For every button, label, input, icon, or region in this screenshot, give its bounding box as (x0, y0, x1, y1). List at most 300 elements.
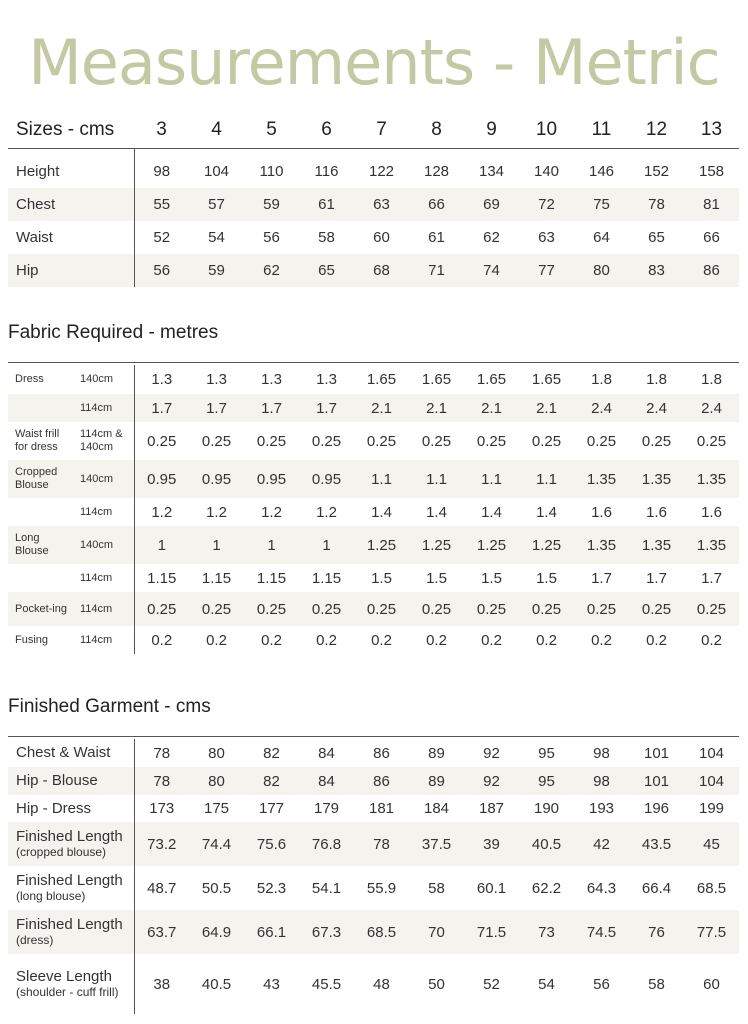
value-cell: 64.3 (586, 879, 617, 897)
value-cell: 0.25 (531, 432, 562, 450)
table-row (8, 394, 739, 422)
row-label: Height (8, 148, 134, 188)
row-label-sub: (shoulder - cuff frill) (16, 985, 119, 999)
value-cell: 0.25 (476, 432, 507, 450)
value-cell: 78 (153, 744, 171, 762)
value-cell: 65 (299, 254, 354, 287)
fabric-width: 140cm (72, 526, 134, 564)
value-cell: 78 (629, 188, 684, 221)
value-cell: 1.7 (244, 394, 299, 422)
value-cell: 0.95 (134, 460, 189, 498)
row-label-sub: (dress) (16, 933, 54, 947)
value-cell: 196 (643, 800, 670, 817)
value-cell: 0.2 (536, 631, 557, 649)
value-cell: 80 (189, 767, 244, 795)
value-cell: 61 (428, 229, 445, 246)
value-cell: 74.5 (574, 910, 629, 954)
value-cell: 1.15 (201, 569, 232, 587)
value-cell: 181 (368, 800, 395, 817)
value-cell: 59 (244, 188, 299, 221)
value-cell: 1.7 (591, 569, 612, 587)
value-cell: 77 (519, 254, 574, 287)
value-cell: 43 (263, 975, 280, 993)
value-cell: 2.4 (684, 394, 739, 422)
value-cell: 0.25 (366, 432, 397, 450)
value-cell: 40.5 (519, 822, 574, 866)
value-cell: 1 (134, 526, 189, 564)
fabric-width: 114cm (72, 498, 134, 526)
value-cell: 48.7 (147, 879, 177, 897)
value-cell: 128 (423, 162, 450, 180)
row-label (8, 795, 134, 822)
value-cell: 0.25 (519, 592, 574, 626)
row-label (8, 767, 134, 795)
value-cell: 52 (153, 229, 171, 246)
value-cell: 1.7 (646, 569, 667, 587)
value-cell: 77.5 (684, 910, 739, 954)
value-cell: 66 (409, 188, 464, 221)
size-header: 7 (354, 112, 409, 148)
value-cell: 0.25 (586, 432, 617, 450)
value-cell: 1.3 (261, 371, 282, 388)
value-cell: 1.35 (629, 526, 684, 564)
value-cell: 0.2 (371, 631, 392, 649)
value-cell: 71 (409, 254, 464, 287)
value-cell: 1.65 (366, 371, 397, 388)
size-header: 10 (519, 112, 574, 148)
value-cell: 82 (244, 767, 299, 795)
value-cell: 98 (153, 162, 171, 180)
value-cell: 1.15 (256, 569, 287, 587)
value-cell: 104 (684, 767, 739, 795)
size-header: 6 (299, 112, 354, 148)
value-cell: 1.25 (464, 526, 519, 564)
row-label-main: Finished Length (16, 828, 123, 845)
value-cell: 1.35 (574, 460, 629, 498)
value-cell: 0.25 (641, 432, 672, 450)
table-row (8, 365, 739, 394)
size-header: 9 (464, 112, 519, 148)
size-header: 5 (244, 112, 299, 148)
table-row (8, 866, 739, 910)
value-cell: 58 (648, 975, 665, 993)
fabric-item: Waist frill for dress (15, 428, 60, 453)
value-cell: 1.6 (646, 503, 667, 521)
value-cell: 72 (519, 188, 574, 221)
value-cell: 1.6 (591, 503, 612, 521)
row-label-main: Finished Length (16, 916, 123, 933)
row-label-main: Chest & Waist (16, 744, 111, 761)
value-cell: 0.95 (244, 460, 299, 498)
fabric-width: 114cm (72, 394, 134, 422)
table-row (8, 626, 739, 654)
row-label-main: Sleeve Length (16, 968, 112, 985)
value-cell: 76 (629, 910, 684, 954)
value-cell: 75.6 (244, 822, 299, 866)
value-cell: 0.25 (696, 432, 727, 450)
fabric-width: 114cm & 140cm (72, 422, 134, 460)
value-cell: 63 (538, 229, 555, 246)
table-row (8, 460, 739, 498)
value-cell: 190 (533, 800, 560, 817)
row-label: Hip (8, 254, 134, 287)
fabric-required-table (8, 365, 739, 654)
value-cell: 55.9 (366, 879, 397, 897)
value-cell: 1.1 (464, 460, 519, 498)
row-label (8, 866, 134, 910)
size-header: 13 (684, 112, 739, 148)
value-cell: 54 (538, 975, 555, 993)
value-cell: 62.2 (531, 879, 562, 897)
value-cell: 1.4 (426, 503, 447, 521)
value-cell: 75 (574, 188, 629, 221)
value-cell: 1.1 (409, 460, 464, 498)
value-cell: 1.65 (531, 371, 562, 388)
value-cell: 56 (263, 229, 280, 246)
value-cell: 1 (189, 526, 244, 564)
value-cell: 2.4 (574, 394, 629, 422)
value-cell: 58 (428, 879, 445, 897)
value-cell: 62 (483, 229, 500, 246)
value-cell: 1.25 (519, 526, 574, 564)
value-cell: 78 (134, 767, 189, 795)
value-cell: 1.2 (316, 503, 337, 521)
value-cell: 1.5 (371, 569, 392, 587)
value-cell: 63.7 (134, 910, 189, 954)
value-cell: 0.2 (646, 631, 667, 649)
table-row (8, 954, 739, 1014)
fabric-title: Fabric Required - metres (8, 322, 219, 343)
value-cell: 37.5 (409, 822, 464, 866)
value-cell: 158 (698, 162, 725, 180)
value-cell: 1.7 (701, 569, 722, 587)
value-cell: 179 (313, 800, 340, 817)
row-label: Waist (8, 221, 134, 254)
fabric-width: 114cm (72, 626, 134, 654)
value-cell: 89 (428, 744, 445, 762)
row-label-main: Finished Length (16, 872, 123, 889)
fabric-width: 114cm (72, 592, 134, 626)
value-cell: 0.2 (261, 631, 282, 649)
value-cell: 60 (373, 229, 390, 246)
value-cell: 78 (354, 822, 409, 866)
table-row (8, 188, 739, 221)
table-row (8, 910, 739, 954)
value-cell: 68.5 (354, 910, 409, 954)
value-cell: 1.35 (684, 526, 739, 564)
value-cell: 1.1 (354, 460, 409, 498)
value-cell: 84 (318, 744, 335, 762)
value-cell: 86 (684, 254, 739, 287)
value-cell: 1.3 (316, 371, 337, 388)
value-cell: 1.35 (629, 460, 684, 498)
fabric-item: Fusing (15, 633, 49, 646)
value-cell: 1 (244, 526, 299, 564)
value-cell: 0.2 (701, 631, 722, 649)
value-cell: 1.8 (701, 371, 722, 388)
value-cell: 60 (703, 975, 720, 993)
value-cell: 2.1 (464, 394, 519, 422)
value-cell: 0.25 (256, 432, 287, 450)
value-cell: 45 (684, 822, 739, 866)
value-cell: 0.25 (299, 592, 354, 626)
table-row (8, 148, 739, 188)
value-cell: 2.1 (354, 394, 409, 422)
value-cell: 1.25 (409, 526, 464, 564)
value-cell: 81 (684, 188, 739, 221)
row-label-main: Hip - Dress (16, 799, 92, 817)
row-label-main: Hip - Blouse (16, 772, 98, 789)
value-cell: 54 (208, 229, 225, 246)
value-cell: 0.25 (147, 432, 177, 450)
value-cell: 175 (203, 800, 230, 817)
value-cell: 1.2 (261, 503, 282, 521)
value-cell: 184 (423, 800, 450, 817)
value-cell: 1.35 (574, 526, 629, 564)
value-cell: 101 (629, 767, 684, 795)
value-cell: 52.3 (256, 879, 287, 897)
value-cell: 82 (263, 744, 280, 762)
value-cell: 116 (314, 162, 339, 180)
value-cell: 86 (373, 744, 390, 762)
size-header: 8 (409, 112, 464, 148)
garment-title: Finished Garment - cms (8, 696, 211, 717)
value-cell: 0.25 (574, 592, 629, 626)
value-cell: 39 (464, 822, 519, 866)
table-row (8, 498, 739, 526)
value-cell: 70 (409, 910, 464, 954)
value-cell: 1.2 (151, 503, 173, 521)
fabric-item (8, 394, 72, 422)
value-cell: 84 (299, 767, 354, 795)
size-header: 12 (629, 112, 684, 148)
value-cell: 43.5 (629, 822, 684, 866)
body-measurements-table (8, 112, 739, 287)
value-cell: 146 (588, 162, 615, 180)
table-row (8, 592, 739, 626)
value-cell: 86 (354, 767, 409, 795)
value-cell: 199 (698, 800, 725, 817)
value-cell: 61 (299, 188, 354, 221)
fabric-item (8, 564, 72, 592)
value-cell: 0.25 (311, 432, 342, 450)
value-cell: 173 (149, 800, 175, 817)
value-cell: 1.6 (701, 503, 722, 521)
value-cell: 1.4 (536, 503, 557, 521)
value-cell: 69 (464, 188, 519, 221)
value-cell: 0.2 (316, 631, 337, 649)
row-label (8, 739, 134, 767)
table-row (8, 221, 739, 254)
value-cell: 58 (318, 229, 335, 246)
fabric-width: 140cm (72, 365, 134, 394)
fabric-width: 114cm (72, 564, 134, 592)
value-cell: 1.65 (476, 371, 507, 388)
value-cell: 1.35 (684, 460, 739, 498)
finished-garment-table (8, 739, 739, 1014)
value-cell: 134 (478, 162, 505, 180)
value-cell: 140 (533, 162, 560, 180)
value-cell: 40.5 (201, 975, 232, 993)
value-cell: 48 (373, 975, 390, 993)
size-header: 3 (134, 112, 189, 148)
value-cell: 50 (428, 975, 445, 993)
value-cell: 0.25 (244, 592, 299, 626)
value-cell: 1 (299, 526, 354, 564)
value-cell: 2.4 (629, 394, 684, 422)
value-cell: 104 (203, 162, 230, 180)
value-cell: 1.65 (421, 371, 452, 388)
value-cell: 95 (519, 767, 574, 795)
value-cell: 68 (354, 254, 409, 287)
fabric-item (8, 498, 72, 526)
value-cell: 66.1 (244, 910, 299, 954)
value-cell: 152 (643, 162, 670, 180)
value-cell: 1.2 (206, 503, 227, 521)
value-cell: 68.5 (696, 879, 727, 897)
value-cell: 65 (648, 229, 665, 246)
value-cell: 0.25 (684, 592, 739, 626)
table-row (8, 739, 739, 767)
table-row (8, 422, 739, 460)
value-cell: 55 (134, 188, 189, 221)
value-cell: 1.4 (481, 503, 502, 521)
value-cell: 187 (478, 800, 505, 817)
value-cell: 0.2 (206, 631, 227, 649)
page-title: Measurements - Metric (28, 26, 720, 99)
table-row (8, 767, 739, 795)
fabric-width: 140cm (72, 460, 134, 498)
value-cell: 45.5 (311, 975, 342, 993)
value-cell: 1.3 (151, 371, 173, 388)
value-cell: 1.7 (134, 394, 189, 422)
value-cell: 63 (354, 188, 409, 221)
value-cell: 60.1 (476, 879, 507, 897)
value-cell: 0.95 (189, 460, 244, 498)
value-cell: 76.8 (299, 822, 354, 866)
value-cell: 0.2 (591, 631, 612, 649)
value-cell: 1.5 (426, 569, 447, 587)
fabric-item: Long Blouse (8, 526, 72, 564)
value-cell: 0.25 (354, 592, 409, 626)
value-cell: 42 (574, 822, 629, 866)
sizes-label: Sizes - cms (8, 112, 134, 148)
size-header: 4 (189, 112, 244, 148)
value-cell: 0.95 (299, 460, 354, 498)
value-cell: 0.25 (189, 592, 244, 626)
value-cell: 1.1 (519, 460, 574, 498)
value-cell: 67.3 (299, 910, 354, 954)
value-cell: 1.7 (189, 394, 244, 422)
value-cell: 0.25 (409, 592, 464, 626)
value-cell: 0.2 (481, 631, 502, 649)
value-cell: 2.1 (519, 394, 574, 422)
value-cell: 83 (629, 254, 684, 287)
value-cell: 56 (134, 254, 189, 287)
fabric-rule (8, 362, 739, 363)
table-row (8, 254, 739, 287)
row-label (8, 822, 134, 866)
value-cell: 89 (409, 767, 464, 795)
value-cell: 59 (189, 254, 244, 287)
table-row (8, 526, 739, 564)
table-row (8, 564, 739, 592)
value-cell: 1.5 (536, 569, 557, 587)
value-cell: 80 (208, 744, 225, 762)
row-label-sub: (cropped blouse) (16, 845, 107, 859)
value-cell: 1.4 (371, 503, 392, 521)
fabric-item: Pocket-ing (8, 592, 72, 626)
value-cell: 64 (593, 229, 610, 246)
value-cell: 0.2 (151, 631, 173, 649)
value-cell: 73 (519, 910, 574, 954)
value-cell: 1.25 (354, 526, 409, 564)
value-cell: 71.5 (464, 910, 519, 954)
value-cell: 0.25 (421, 432, 452, 450)
value-cell: 1.7 (299, 394, 354, 422)
value-cell: 177 (258, 800, 285, 817)
value-cell: 66.4 (641, 879, 672, 897)
value-cell: 1.3 (206, 371, 227, 388)
size-header: 11 (574, 112, 629, 148)
value-cell: 110 (259, 162, 284, 180)
value-cell: 1.5 (481, 569, 502, 587)
value-cell: 62 (244, 254, 299, 287)
row-label: Chest (8, 188, 134, 221)
value-cell: 56 (593, 975, 610, 993)
value-cell: 104 (698, 744, 725, 762)
value-cell: 38 (153, 975, 171, 993)
value-cell: 0.25 (464, 592, 519, 626)
value-cell: 0.25 (201, 432, 232, 450)
value-cell: 92 (464, 767, 519, 795)
fabric-item: Cropped Blouse (8, 460, 72, 498)
value-cell: 74.4 (189, 822, 244, 866)
garment-rule (8, 736, 739, 737)
row-label (8, 954, 134, 1014)
table-row (8, 795, 739, 822)
value-cell: 74 (464, 254, 519, 287)
value-cell: 64.9 (189, 910, 244, 954)
value-cell: 66 (703, 229, 720, 246)
value-cell: 101 (643, 744, 670, 762)
value-cell: 92 (483, 744, 500, 762)
value-cell: 52 (483, 975, 500, 993)
value-cell: 0.25 (629, 592, 684, 626)
value-cell: 122 (368, 162, 395, 180)
row-label (8, 910, 134, 954)
value-cell: 1.8 (646, 371, 667, 388)
table-row (8, 822, 739, 866)
fabric-item: Dress (15, 373, 44, 385)
value-cell: 95 (538, 744, 555, 762)
value-cell: 98 (574, 767, 629, 795)
value-cell: 54.1 (311, 879, 342, 897)
value-cell: 2.1 (409, 394, 464, 422)
row-label-sub: (long blouse) (16, 889, 86, 903)
value-cell: 73.2 (134, 822, 189, 866)
value-cell: 80 (574, 254, 629, 287)
value-cell: 98 (593, 744, 610, 762)
value-cell: 193 (588, 800, 615, 817)
value-cell: 0.2 (426, 631, 447, 649)
value-cell: 1.8 (591, 371, 612, 388)
value-cell: 57 (189, 188, 244, 221)
value-cell: 1.15 (147, 569, 177, 587)
value-cell: 1.15 (311, 569, 342, 587)
value-cell: 0.25 (134, 592, 189, 626)
value-cell: 50.5 (201, 879, 232, 897)
